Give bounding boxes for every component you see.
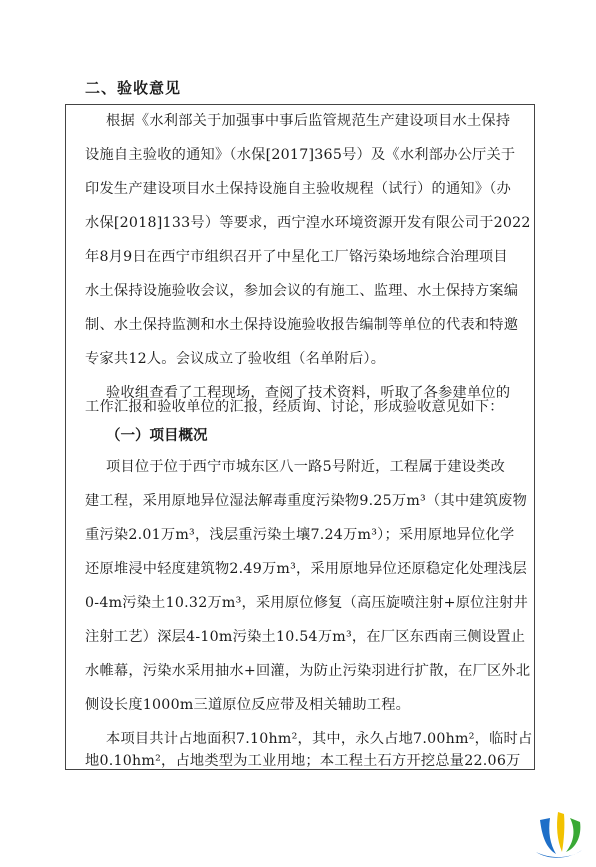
para3-line: 还原堆浸中轻度建筑物2.49万m³，采用原地异位还原稳定化处理浅层 [85, 561, 528, 577]
para1-line: 根据《水利部关于加强事中事后监管规范生产建设项目水土保持 [106, 113, 511, 129]
para3-line: 0-4m污染土10.32万m³，采用原位修复（高压旋喷注射+原位注射井 [85, 595, 529, 611]
company-logo-icon [532, 808, 586, 862]
para3-line: 注射工艺）深层4-10m污染土10.54万m³，在厂区东西南三侧设置止 [85, 629, 526, 645]
para1-line: 水土保持设施验收会议，参加会议的有施工、监理、水土保持方案编 [85, 283, 519, 299]
para3-line: 侧设长度1000m三道原位反应带及相关辅助工程。 [85, 697, 411, 713]
para3-line: 重污染2.01万m³，浅层重污染土壤7.24万m³）；采用原地异位化学 [85, 527, 515, 543]
logo-blue-swoosh [540, 818, 556, 854]
para3-line: 建工程，采用原地异位湿法解毒重度污染物9.25万m³（其中建筑废物 [85, 493, 528, 509]
para1-line: 水保[2018]133号）等要求，西宁湟水环境资源开发有限公司于2022 [85, 215, 531, 231]
para3-line: 水帷幕，污染水采用抽水+回灌，为防止污染羽进行扩散，在厂区外北 [85, 663, 531, 679]
logo-green-swoosh [566, 818, 580, 852]
para2-line: 验收组查看了工程现场，查阅了技术资料，听取了各参建单位的 [106, 385, 511, 401]
section-heading: 二、验收意见 [85, 79, 182, 97]
para1-line: 年8月9日在西宁市组织召开了中星化工厂铬污染场地综合治理项目 [85, 249, 508, 265]
para2-line: 工作汇报和验收单位的汇报，经质询、讨论，形成验收意见如下： [85, 399, 504, 415]
para1-line: 设施自主验收的通知》（水保[2017]365号）及《水利部办公厅关于 [85, 147, 516, 163]
sub-heading-project-overview: （一）项目概况 [106, 427, 208, 444]
para1-line: 制、水土保持监测和水土保持设施验收报告编制等单位的代表和特邀 [85, 317, 519, 333]
logo-yellow-swoosh [557, 812, 564, 852]
para4-line: 本项目共计占地面积7.10hm²，其中，永久占地7.00hm²，临时占 [106, 731, 533, 747]
para4-line: 地0.10hm²，占地类型为工业用地；本工程土石方开挖总量22.06万 [85, 753, 521, 769]
para1-line: 专家共12人。会议成立了验收组（名单附后）。 [85, 351, 386, 367]
para1-line: 印发生产建设项目水土保持设施自主验收规程（试行）的通知》（办 [85, 181, 512, 197]
logo-blue-wave [536, 850, 582, 858]
para3-line: 项目位于位于西宁市城东区八一路5号附近，工程属于建设类改 [106, 459, 506, 475]
